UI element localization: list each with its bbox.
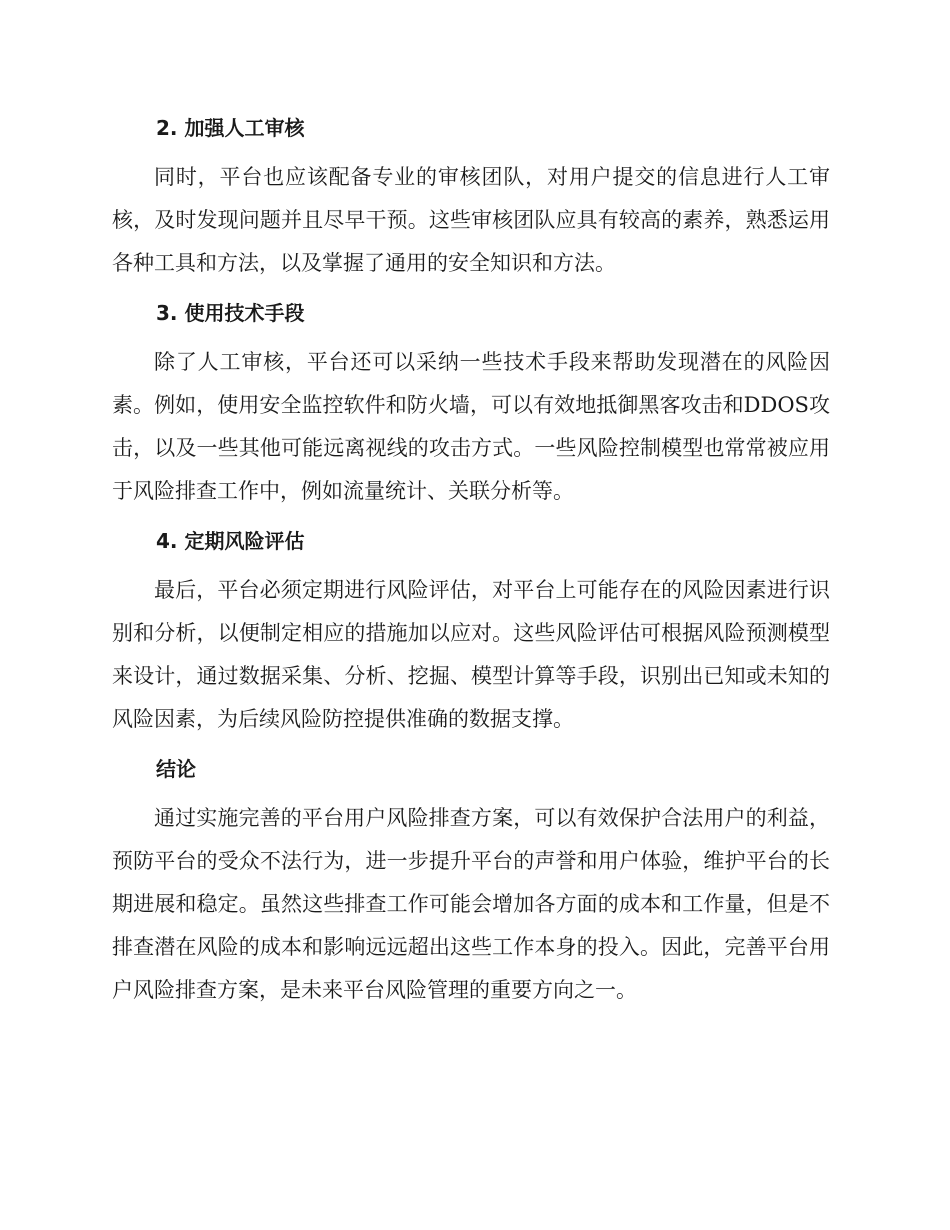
section-heading-2: 2. 加强人工审核 (156, 116, 305, 140)
conclusion-paragraph: 通过实施完善的平台用户风险排查方案，可以有效保护合法用户的利益，预防平台的受众不法行为，进一步提升平台的声誉和用户体验，维护平台的长期进展和稳定。虽然这些排查工作可能会增加各方面的成本和工作量，但是不排查潜在风险的成本和影响远远超出这些工作本身的投入。因此，完善平台用户风险排查方案，是未来平台风险管理的重要方向之一。 (112, 806, 830, 1002)
section-heading-3: 3. 使用技术手段 (156, 301, 305, 325)
conclusion-heading: 结论 (156, 757, 196, 781)
section-paragraph-3: 除了人工审核，平台还可以采纳一些技术手段来帮助发现潜在的风险因素。例如，使用安全监控软件和防火墙，可以有效地抵御黑客攻击和DDOS攻击，以及一些其他可能远离视线的攻击方式。一些风险控制模型也常常被应用于风险排查工作中，例如流量统计、关联分析等。 (112, 350, 830, 503)
document-body (112, 108, 830, 1020)
section-paragraph-2: 同时，平台也应该配备专业的审核团队，对用户提交的信息进行人工审核，及时发现问题并且尽早干预。这些审核团队应具有较高的素养，熟悉运用各种工具和方法，以及掌握了通用的安全知识和方法。 (112, 165, 830, 275)
section-heading-4: 4. 定期风险评估 (156, 529, 305, 553)
section-paragraph-4: 最后，平台必须定期进行风险评估，对平台上可能存在的风险因素进行识别和分析，以便制定相应的措施加以应对。这些风险评估可根据风险预测模型来设计，通过数据采集、分析、挖掘、模型计算等手段，识别出已知或未知的风险因素，为后续风险防控提供准确的数据支撑。 (112, 578, 830, 731)
